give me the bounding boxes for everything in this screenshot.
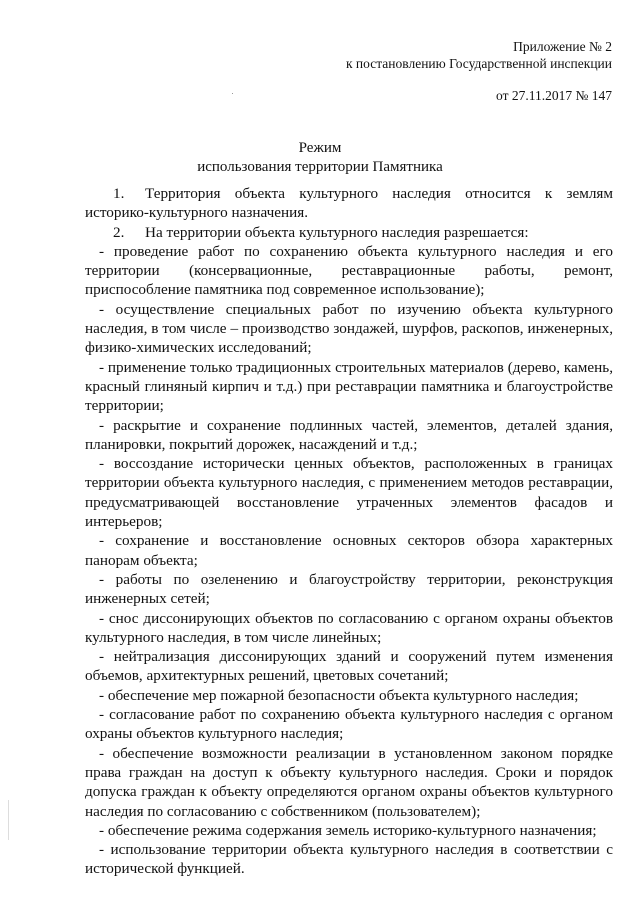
list-item: - раскрытие и сохранение подлинных частей, элементов, деталей здания, планировки, покрытий дорожек, насаждений и т.д.;	[85, 416, 613, 453]
document-title	[0, 139, 640, 177]
numbered-paragraph-2	[85, 223, 613, 242]
list-item: - нейтрализация диссонирующих зданий и сооружений путем изменения объемов, архитектурных решений, цветовых сочетаний;	[85, 648, 613, 685]
appendix-header	[346, 38, 612, 72]
paragraph-number: 1.	[113, 185, 125, 202]
list-item: - использование территории объекта культурного наследия в соответствии с исторической функцией.	[85, 841, 613, 878]
appendix-number: Приложение № 2	[513, 39, 612, 54]
list-item: - осуществление специальных работ по изучению объекта культурного наследия, в том числе – производство зондажей, шурфов, раскопов, инженерных, физико-химических исследований;	[85, 300, 613, 357]
list-item: - работы по озеленению и благоустройству территории, реконструкция инженерных сетей;	[85, 570, 613, 608]
title-line-1: Режим	[298, 140, 342, 156]
paragraph-text: Территория объекта культурного наследия относится к землям историко-культурного назначения.	[85, 185, 613, 222]
numbered-paragraph-1	[85, 184, 613, 223]
list-item: - обеспечение возможности реализации в установленном законом порядке права граждан на доступ к объекту культурного наследия. Сроки и порядок допуска граждан к объекту определяются органом охраны объектов культурного наследия по согласованию с собственником (пользователем);	[85, 744, 613, 820]
document-body	[85, 184, 613, 879]
list-item: - обеспечение мер пожарной безопасности объекта культурного наследия;	[99, 686, 579, 704]
list-item: - сохранение и восстановление основных секторов обзора характерных панорам объекта;	[85, 532, 613, 569]
list-item: - применение только традиционных строительных материалов (дерево, камень, красный глиняный кирпич и т.д.) при реставрации памятника и благоустройстве территории;	[85, 358, 613, 415]
list-item: - снос диссонирующих объектов по согласованию с органом охраны объектов культурного наследия, в том числе линейных;	[85, 609, 613, 646]
list-item: - воссоздание исторически ценных объектов, расположенных в границах территории объекта культурного наследия, с применением методов реставрации, предусматривающей восстановление утраченных элементов фасадов и интерьеров;	[85, 455, 613, 531]
scan-speck	[232, 93, 233, 94]
appendix-reference: к постановлению Государственной инспекции	[346, 56, 612, 71]
scan-edge-shadow	[8, 800, 9, 840]
paragraph-number: 2.	[113, 223, 125, 241]
list-item: - обеспечение режима содержания земель историко-культурного назначения;	[99, 821, 597, 839]
paragraph-text: На территории объекта культурного наследия разрешается:	[145, 223, 529, 241]
list-item: - проведение работ по сохранению объекта культурного наследия и его территории (консервационные, реставрационные работы, ремонт, приспособление памятника под современное использование);	[85, 242, 613, 299]
title-line-2: использования территории Памятника	[197, 159, 443, 175]
list-item: - согласование работ по сохранению объекта культурного наследия с органом охраны объектов культурного наследия;	[85, 706, 613, 743]
resolution-date: от 27.11.2017 № 147	[496, 88, 612, 103]
